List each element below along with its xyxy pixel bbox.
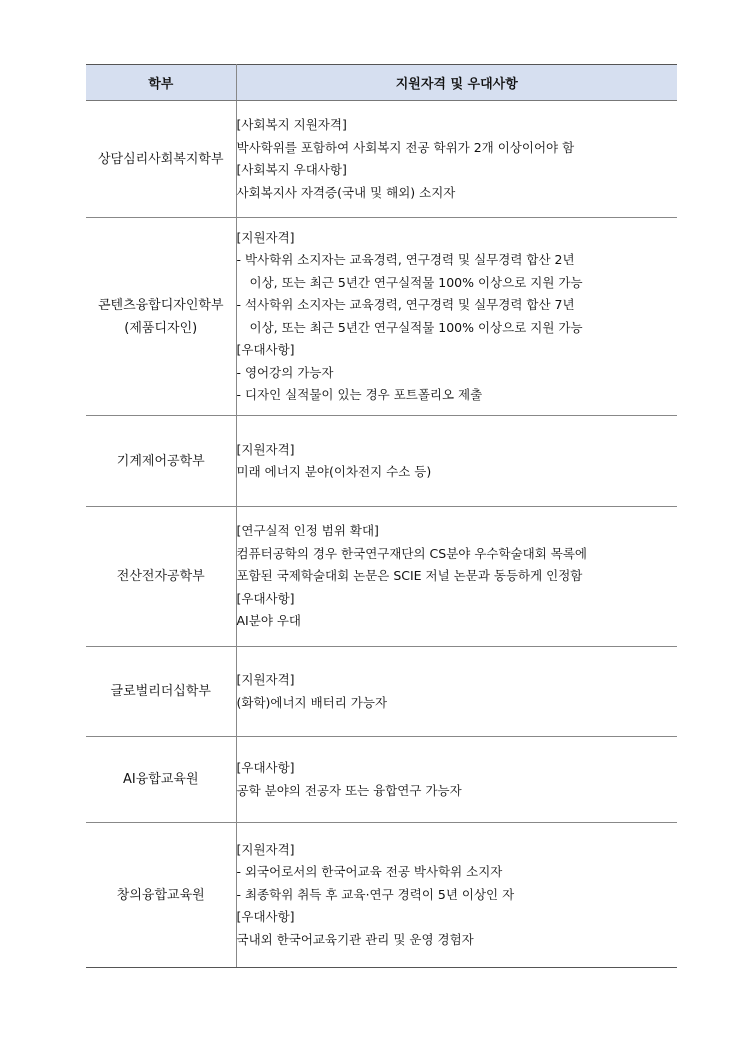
requirement-line: 미래 에너지 분야(이차전지 수소 등) <box>236 464 432 479</box>
section-heading: [지원자격] <box>236 441 295 457</box>
dept-cell <box>86 737 236 823</box>
dept-cell <box>86 507 236 647</box>
section-heading: [사회복지 우대사항] <box>236 162 347 177</box>
requirement-line: 이상, 또는 최근 5년간 연구실적물 100% 이상으로 지원 가능 <box>249 274 583 290</box>
header-dept: 학부 <box>86 65 236 101</box>
requirement-line: (화학)에너지 배터리 가능자 <box>236 694 388 710</box>
table-row <box>86 416 677 507</box>
requirement-line: 국내외 한국어교육기관 관리 및 운영 경험자 <box>236 931 474 947</box>
requirement-line: - 박사학위 소지자는 교육경력, 연구경력 및 실무경력 합산 2년 <box>236 252 575 267</box>
dept-cell <box>86 647 236 737</box>
requirements-cell <box>236 507 677 647</box>
table-row <box>86 101 677 218</box>
requirement-line: AI분야 우대 <box>236 613 302 629</box>
dept-name: 전산전자공학부 <box>116 569 205 584</box>
dept-cell <box>86 823 236 968</box>
section-heading: [우대사항] <box>236 342 295 357</box>
table-row <box>86 823 677 968</box>
requirement-line: 컴퓨터공학의 경우 한국연구재단의 CS분야 우수학술대회 목록에 <box>236 545 587 561</box>
requirements-cell <box>236 823 677 968</box>
dept-name: 창의융합교육원 <box>116 887 205 903</box>
requirement-line: - 최종학위 취득 후 교육·연구 경력이 5년 이상인 자 <box>236 886 515 902</box>
section-heading: [사회복지 지원자격] <box>236 117 347 132</box>
requirement-line: - 영어강의 가능자 <box>236 364 334 380</box>
section-heading: [우대사항] <box>236 760 295 775</box>
requirements-cell <box>236 416 677 507</box>
dept-cell <box>86 416 236 507</box>
requirement-line: 박사학위를 포함하여 사회복지 전공 학위가 2개 이상이어야 함 <box>236 139 575 155</box>
table-row <box>86 218 677 416</box>
header-row <box>86 65 677 101</box>
requirement-line: 이상, 또는 최근 5년간 연구실적물 100% 이상으로 지원 가능 <box>249 319 583 335</box>
dept-cell <box>86 101 236 218</box>
requirement-line: 사회복지사 자격증(국내 및 해외) 소지자 <box>236 184 456 200</box>
section-heading: [우대사항] <box>236 909 295 925</box>
dept-name: 글로벌리더십학부 <box>110 684 211 699</box>
header-requirements: 지원자격 및 우대사항 <box>236 65 677 101</box>
requirements-cell <box>236 218 677 416</box>
dept-name: 콘텐츠융합디자인학부 <box>97 297 224 313</box>
requirement-line: - 디자인 실적물이 있는 경우 포트폴리오 제출 <box>236 387 483 402</box>
table-row <box>86 737 677 823</box>
dept-subname: (제품디자인) <box>124 320 198 336</box>
dept-name: 기계제어공학부 <box>116 453 205 469</box>
section-heading: [지원자격] <box>236 672 295 687</box>
table-header <box>86 65 677 101</box>
section-heading: [지원자격] <box>236 229 295 245</box>
table-row <box>86 647 677 737</box>
requirements-table <box>86 64 677 968</box>
requirement-line: - 외국어로서의 한국어교육 전공 박사학위 소지자 <box>236 864 503 880</box>
dept-name: AI융합교육원 <box>122 772 199 787</box>
requirement-line: - 석사학위 소지자는 교육경력, 연구경력 및 실무경력 합산 7년 <box>236 297 575 312</box>
requirements-cell <box>236 737 677 823</box>
dept-cell <box>86 218 236 416</box>
requirement-line: 공학 분야의 전공자 또는 융합연구 가능자 <box>236 782 462 798</box>
requirement-line: 포함된 국제학술대회 논문은 SCIE 저널 논문과 동등하게 인정함 <box>236 568 583 584</box>
dept-name: 상담심리사회복지학부 <box>97 151 224 167</box>
section-heading: [지원자격] <box>236 841 295 857</box>
section-heading: [우대사항] <box>236 590 295 606</box>
table-row <box>86 507 677 647</box>
section-heading: [연구실적 인정 범위 확대] <box>236 523 379 539</box>
requirements-cell <box>236 101 677 218</box>
requirements-cell <box>236 647 677 737</box>
